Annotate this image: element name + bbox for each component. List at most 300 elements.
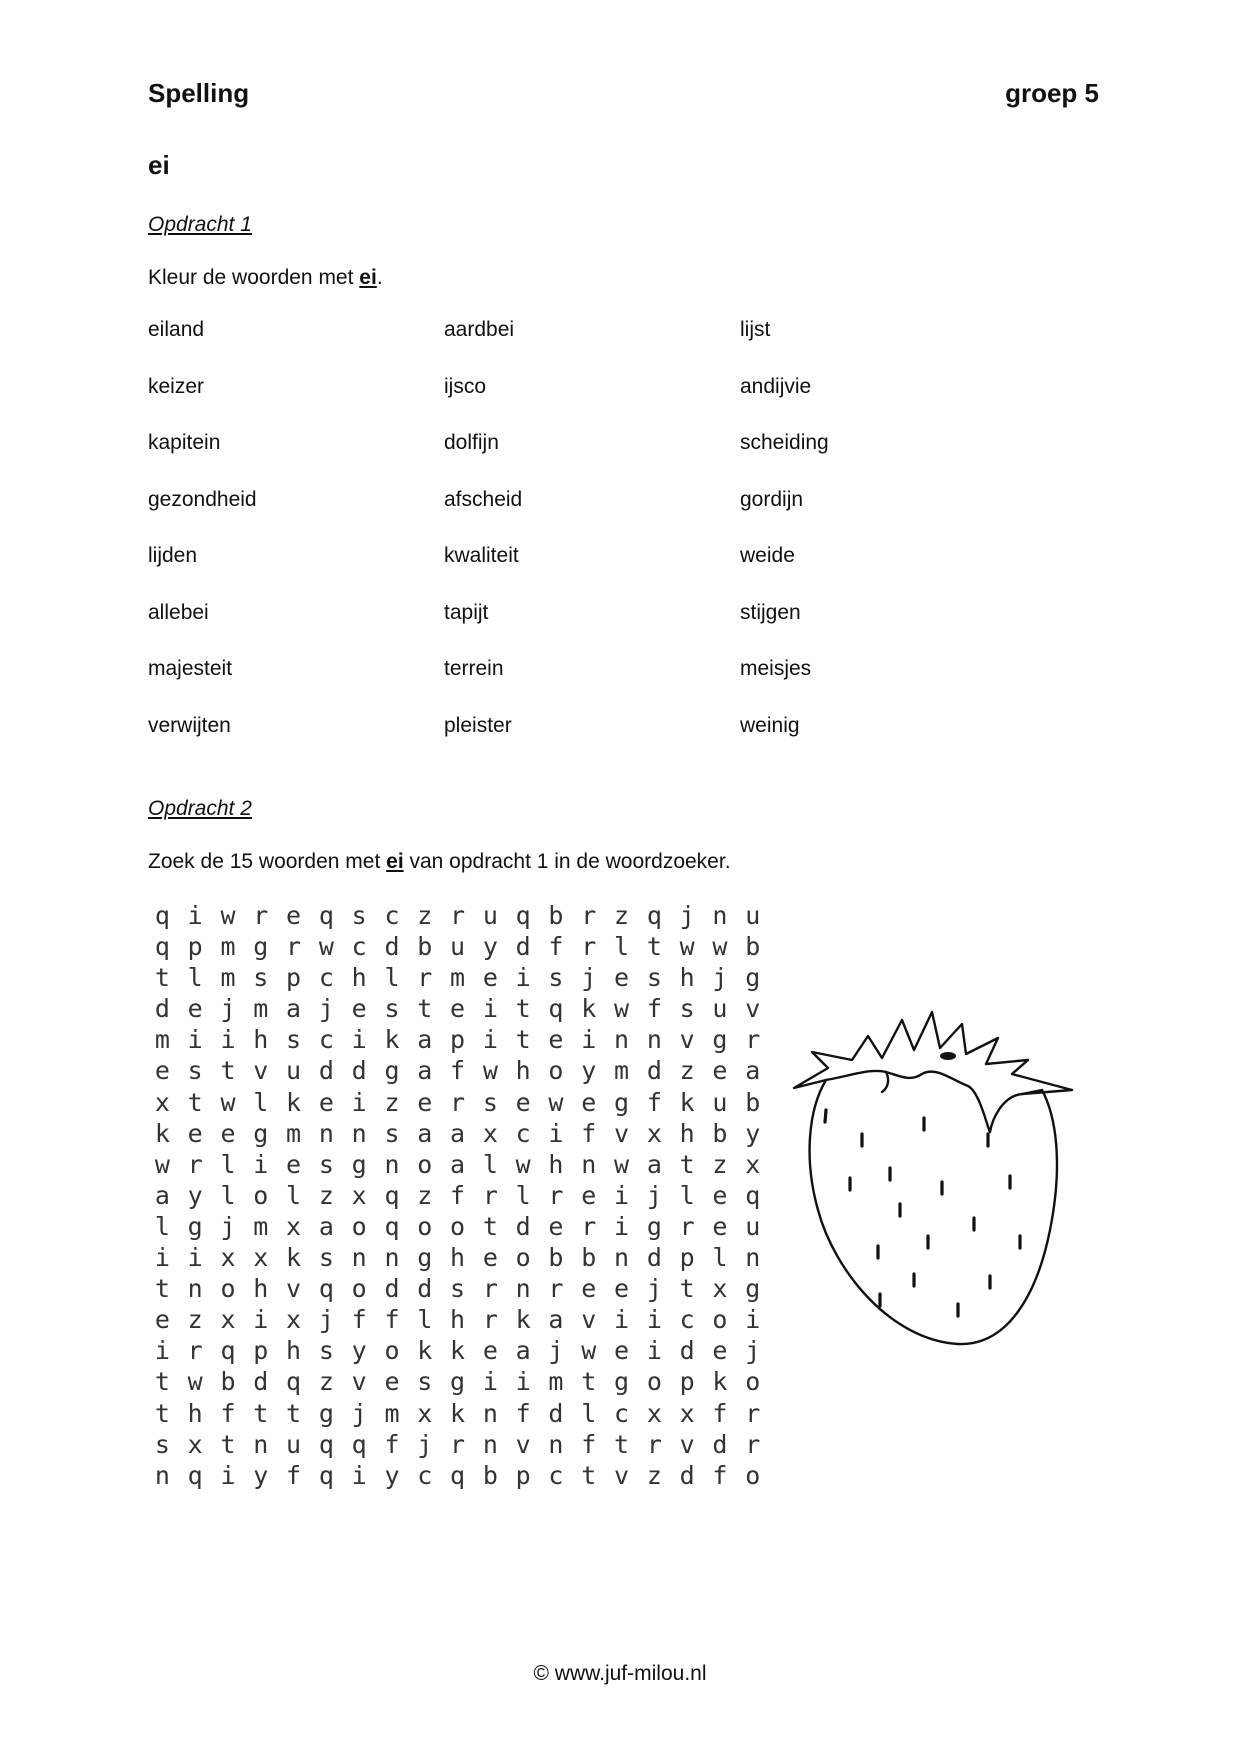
- grid-letter: n: [581, 1149, 597, 1179]
- grid-letter: x: [712, 1274, 728, 1304]
- grid-letter: m: [548, 1367, 564, 1397]
- grid-letter: j: [679, 901, 695, 930]
- grid-letter: y: [581, 1056, 597, 1086]
- grid-letter: i: [351, 1025, 367, 1055]
- grid-letter: z: [187, 1305, 203, 1335]
- grid-letter: m: [154, 1025, 170, 1055]
- grid-letter: w: [679, 932, 695, 962]
- grid-letter: t: [220, 1429, 236, 1459]
- grid-letter: z: [417, 1180, 433, 1210]
- grid-letter: w: [154, 1149, 170, 1179]
- grid-letter: x: [646, 1118, 662, 1148]
- grid-letter: t: [515, 994, 531, 1024]
- grid-letter: o: [417, 1149, 433, 1179]
- grid-letter: z: [318, 1180, 334, 1210]
- grid-letter: d: [384, 932, 400, 962]
- grid-letter: k: [712, 1367, 728, 1397]
- grid-letter: v: [253, 1056, 269, 1086]
- grid-letter: f: [286, 1460, 302, 1490]
- grid-letter: e: [614, 1336, 630, 1366]
- grid-letter: f: [450, 1056, 466, 1086]
- grid-letter: v: [581, 1305, 597, 1335]
- grid-letter: y: [745, 1118, 761, 1148]
- grid-letter: k: [286, 1087, 302, 1117]
- grid-letter: h: [253, 1025, 269, 1055]
- grid-letter: k: [384, 1025, 400, 1055]
- grid-letter: e: [187, 994, 203, 1024]
- grid-letter: o: [745, 1460, 761, 1490]
- grid-letter: n: [384, 1149, 400, 1179]
- grid-letter: r: [646, 1429, 662, 1459]
- grid-letter: c: [318, 963, 334, 993]
- grid-letter: c: [417, 1460, 433, 1490]
- word-item: weide: [740, 544, 795, 567]
- word-search-grid: [146, 900, 769, 1491]
- word-item: lijst: [740, 318, 771, 341]
- grid-letter: d: [712, 1429, 728, 1459]
- word-item: kapitein: [148, 431, 221, 454]
- grid-letter: q: [646, 901, 662, 930]
- grid-letter: z: [417, 901, 433, 930]
- grid-letter: q: [515, 901, 531, 930]
- grid-letter: j: [351, 1398, 367, 1428]
- grid-letter: w: [712, 932, 728, 962]
- assignment1-title: Opdracht 1: [148, 213, 252, 236]
- grid-letter: a: [450, 1149, 466, 1179]
- grade-label: groep 5: [1005, 78, 1099, 108]
- grid-letter: k: [450, 1336, 466, 1366]
- grid-letter: n: [548, 1429, 564, 1459]
- grid-letter: n: [154, 1460, 170, 1490]
- grid-letter: r: [548, 1274, 564, 1304]
- grid-letter: x: [253, 1243, 269, 1273]
- assignment2-title: Opdracht 2: [148, 797, 252, 820]
- grid-letter: p: [450, 1025, 466, 1055]
- grid-letter: w: [515, 1149, 531, 1179]
- grid-letter: k: [679, 1087, 695, 1117]
- grid-letter: u: [745, 901, 761, 930]
- grid-letter: g: [417, 1243, 433, 1273]
- grid-letter: e: [154, 1305, 170, 1335]
- grid-letter: u: [286, 1056, 302, 1086]
- grid-letter: i: [187, 901, 203, 930]
- grid-letter: q: [220, 1336, 236, 1366]
- grid-letter: w: [614, 1149, 630, 1179]
- strawberry-icon: [790, 1010, 1080, 1355]
- grid-letter: a: [450, 1118, 466, 1148]
- grid-letter: e: [286, 901, 302, 930]
- grid-letter: i: [351, 1087, 367, 1117]
- grid-letter: m: [450, 963, 466, 993]
- grid-letter: s: [548, 963, 564, 993]
- grid-letter: e: [614, 963, 630, 993]
- assignment1-instruction: [148, 266, 383, 290]
- grid-letter: j: [318, 1305, 334, 1335]
- grid-letter: e: [515, 1087, 531, 1117]
- grid-letter: i: [253, 1149, 269, 1179]
- grid-letter: k: [154, 1118, 170, 1148]
- word-item: stijgen: [740, 600, 801, 624]
- grid-letter: u: [482, 901, 498, 930]
- word-item: pleister: [444, 713, 512, 737]
- grid-letter: l: [515, 1180, 531, 1210]
- grid-letter: r: [417, 963, 433, 993]
- grid-letter: r: [187, 1149, 203, 1179]
- grid-letter: w: [614, 994, 630, 1024]
- grid-letter: x: [417, 1398, 433, 1428]
- word-item: afscheid: [444, 487, 523, 511]
- grid-letter: r: [450, 1087, 466, 1117]
- grid-letter: f: [351, 1305, 367, 1335]
- grid-letter: i: [154, 1336, 170, 1366]
- grid-letter: a: [417, 1118, 433, 1148]
- grid-letter: n: [646, 1025, 662, 1055]
- grid-letter: p: [187, 932, 203, 962]
- word-item: verwijten: [148, 713, 231, 737]
- grid-letter: u: [450, 932, 466, 962]
- grid-letter: i: [482, 1025, 498, 1055]
- word-item: weinig: [740, 713, 800, 737]
- grid-letter: h: [679, 1118, 695, 1148]
- word-item: terrein: [444, 657, 504, 680]
- grid-letter: s: [384, 994, 400, 1024]
- grid-letter: s: [482, 1087, 498, 1117]
- grid-letter: k: [286, 1243, 302, 1273]
- grid-letter: q: [384, 1180, 400, 1210]
- grid-letter: n: [614, 1243, 630, 1273]
- grid-letter: f: [712, 1398, 728, 1428]
- grid-letter: i: [220, 1025, 236, 1055]
- grid-letter: h: [253, 1274, 269, 1304]
- grid-letter: w: [581, 1336, 597, 1366]
- grid-letter: g: [187, 1211, 203, 1241]
- word-item: lijden: [148, 544, 198, 567]
- grid-letter: t: [154, 1367, 170, 1397]
- grid-letter: m: [384, 1398, 400, 1428]
- grid-letter: g: [745, 1274, 761, 1304]
- grid-letter: l: [187, 963, 203, 993]
- grid-letter: f: [581, 1429, 597, 1459]
- grid-letter: s: [318, 1149, 334, 1179]
- grid-letter: p: [679, 1243, 695, 1273]
- grid-letter: a: [417, 1056, 433, 1086]
- grid-letter: t: [417, 994, 433, 1024]
- grid-letter: g: [450, 1367, 466, 1397]
- grid-letter: b: [220, 1367, 236, 1397]
- grid-letter: z: [384, 1087, 400, 1117]
- grid-letter: t: [614, 1429, 630, 1459]
- grid-letter: l: [154, 1211, 170, 1241]
- grid-letter: g: [745, 963, 761, 993]
- grid-letter: p: [515, 1460, 531, 1490]
- grid-letter: t: [286, 1398, 302, 1428]
- grid-letter: e: [548, 1211, 564, 1241]
- grid-letter: d: [154, 994, 170, 1024]
- grid-letter: c: [548, 1460, 564, 1490]
- grid-letter: z: [679, 1056, 695, 1086]
- grid-letter: t: [154, 1274, 170, 1304]
- grid-letter: d: [417, 1274, 433, 1304]
- grid-letter: a: [515, 1336, 531, 1366]
- grid-letter: r: [548, 1180, 564, 1210]
- grid-letter: z: [614, 901, 630, 930]
- grid-letter: v: [614, 1118, 630, 1148]
- grid-letter: s: [679, 994, 695, 1024]
- grid-letter: a: [417, 1025, 433, 1055]
- grid-letter: r: [745, 1398, 761, 1428]
- grid-letter: b: [745, 932, 761, 962]
- grid-letter: j: [712, 963, 728, 993]
- grid-letter: e: [581, 1180, 597, 1210]
- grid-letter: a: [548, 1305, 564, 1335]
- copyright-footer: © www.juf-milou.nl: [533, 1662, 707, 1685]
- grid-letter: s: [318, 1336, 334, 1366]
- grid-letter: m: [220, 963, 236, 993]
- grid-letter: f: [712, 1460, 728, 1490]
- grid-letter: l: [253, 1087, 269, 1117]
- grid-letter: l: [581, 1398, 597, 1428]
- grid-letter: f: [548, 932, 564, 962]
- grid-letter: x: [351, 1180, 367, 1210]
- grid-letter: k: [515, 1305, 531, 1335]
- grid-letter: q: [450, 1460, 466, 1490]
- grid-letter: h: [679, 963, 695, 993]
- grid-letter: i: [220, 1460, 236, 1490]
- grid-letter: q: [286, 1367, 302, 1397]
- grid-letter: r: [482, 1274, 498, 1304]
- grid-letter: b: [581, 1243, 597, 1273]
- grid-letter: n: [482, 1429, 498, 1459]
- grid-letter: w: [482, 1056, 498, 1086]
- word-item: tapijt: [444, 600, 489, 624]
- grid-letter: i: [482, 1367, 498, 1397]
- grid-letter: m: [253, 994, 269, 1024]
- grid-letter: s: [384, 1118, 400, 1148]
- grid-letter: f: [515, 1398, 531, 1428]
- instruction-text: .: [376, 266, 383, 289]
- word-list: [148, 315, 1048, 767]
- grid-letter: a: [745, 1056, 761, 1086]
- grid-letter: l: [679, 1180, 695, 1210]
- grid-letter: p: [253, 1336, 269, 1366]
- grid-letter: w: [318, 932, 334, 962]
- grid-letter: t: [581, 1460, 597, 1490]
- grid-letter: t: [581, 1367, 597, 1397]
- word-item: kwaliteit: [444, 544, 519, 567]
- grid-letter: x: [286, 1211, 302, 1241]
- grid-letter: q: [154, 901, 170, 930]
- grid-letter: i: [646, 1336, 662, 1366]
- grid-letter: x: [154, 1087, 170, 1117]
- grid-letter: t: [154, 963, 170, 993]
- grid-letter: u: [712, 1087, 728, 1117]
- grid-letter: a: [286, 994, 302, 1024]
- grid-letter: i: [614, 1180, 630, 1210]
- grid-letter: f: [384, 1429, 400, 1459]
- grid-letter: o: [384, 1336, 400, 1366]
- grid-letter: u: [286, 1429, 302, 1459]
- grid-letter: h: [450, 1243, 466, 1273]
- grid-letter: v: [679, 1025, 695, 1055]
- grid-letter: o: [745, 1367, 761, 1397]
- grid-letter: e: [712, 1211, 728, 1241]
- grid-letter: q: [384, 1211, 400, 1241]
- grid-letter: i: [482, 994, 498, 1024]
- grid-letter: b: [482, 1460, 498, 1490]
- grid-letter: i: [187, 1025, 203, 1055]
- grid-letter: n: [351, 1243, 367, 1273]
- grid-letter: i: [351, 1460, 367, 1490]
- grid-letter: i: [187, 1243, 203, 1273]
- instruction-emphasis: ei: [359, 266, 377, 289]
- grid-letter: n: [614, 1025, 630, 1055]
- grid-letter: x: [220, 1305, 236, 1335]
- grid-letter: y: [351, 1336, 367, 1366]
- grid-letter: n: [515, 1274, 531, 1304]
- instruction-emphasis: ei: [386, 850, 404, 873]
- grid-letter: g: [384, 1056, 400, 1086]
- grid-letter: t: [679, 1274, 695, 1304]
- grid-letter: f: [384, 1305, 400, 1335]
- grid-letter: q: [548, 994, 564, 1024]
- grid-letter: p: [286, 963, 302, 993]
- grid-letter: t: [679, 1149, 695, 1179]
- grid-letter: e: [482, 1336, 498, 1366]
- grid-letter: l: [417, 1305, 433, 1335]
- grid-letter: n: [384, 1243, 400, 1273]
- grid-letter: s: [417, 1367, 433, 1397]
- grid-letter: q: [745, 1180, 761, 1210]
- grid-letter: r: [450, 1429, 466, 1459]
- grid-letter: d: [515, 932, 531, 962]
- grid-letter: q: [318, 1460, 334, 1490]
- grid-letter: d: [384, 1274, 400, 1304]
- grid-letter: d: [646, 1243, 662, 1273]
- grid-letter: f: [450, 1180, 466, 1210]
- grid-letter: s: [253, 963, 269, 993]
- grid-letter: j: [318, 994, 334, 1024]
- grid-letter: v: [745, 994, 761, 1024]
- grid-letter: q: [318, 1274, 334, 1304]
- grid-letter: t: [253, 1398, 269, 1428]
- grid-letter: e: [351, 994, 367, 1024]
- grid-letter: e: [581, 1087, 597, 1117]
- grid-letter: e: [417, 1087, 433, 1117]
- grid-letter: r: [679, 1211, 695, 1241]
- grid-letter: e: [548, 1025, 564, 1055]
- grid-letter: f: [646, 1087, 662, 1117]
- grid-letter: q: [318, 901, 334, 930]
- grid-letter: e: [712, 1056, 728, 1086]
- grid-letter: k: [450, 1398, 466, 1428]
- grid-letter: r: [482, 1180, 498, 1210]
- grid-letter: o: [515, 1243, 531, 1273]
- grid-letter: v: [614, 1460, 630, 1490]
- grid-letter: o: [712, 1305, 728, 1335]
- grid-letter: e: [187, 1118, 203, 1148]
- grid-letter: o: [417, 1211, 433, 1241]
- grid-letter: t: [220, 1056, 236, 1086]
- grid-letter: g: [318, 1398, 334, 1428]
- grid-letter: i: [253, 1305, 269, 1335]
- grid-letter: d: [515, 1211, 531, 1241]
- grid-letter: m: [614, 1056, 630, 1086]
- grid-letter: d: [679, 1336, 695, 1366]
- grid-letter: n: [712, 901, 728, 930]
- grid-letter: a: [318, 1211, 334, 1241]
- grid-letter: l: [286, 1180, 302, 1210]
- grid-letter: b: [745, 1087, 761, 1117]
- word-item: dolfijn: [444, 431, 499, 454]
- grid-letter: c: [614, 1398, 630, 1428]
- grid-letter: h: [548, 1149, 564, 1179]
- grid-letter: v: [351, 1367, 367, 1397]
- grid-letter: r: [745, 1025, 761, 1055]
- grid-letter: d: [253, 1367, 269, 1397]
- grid-letter: i: [745, 1305, 761, 1335]
- grid-letter: u: [745, 1211, 761, 1241]
- grid-letter: l: [614, 932, 630, 962]
- grid-letter: f: [220, 1398, 236, 1428]
- grid-letter: e: [482, 1243, 498, 1273]
- grid-letter: i: [614, 1305, 630, 1335]
- grid-letter: j: [417, 1429, 433, 1459]
- grid-letter: c: [384, 901, 400, 930]
- grid-letter: b: [548, 1243, 564, 1273]
- grid-letter: i: [515, 963, 531, 993]
- grid-letter: x: [220, 1243, 236, 1273]
- grid-letter: n: [187, 1274, 203, 1304]
- word-item: scheiding: [740, 431, 829, 454]
- grid-letter: g: [351, 1149, 367, 1179]
- grid-letter: l: [220, 1180, 236, 1210]
- word-item: meisjes: [740, 657, 812, 680]
- grid-letter: m: [220, 932, 236, 962]
- grid-letter: i: [515, 1367, 531, 1397]
- grid-letter: k: [417, 1336, 433, 1366]
- grid-letter: a: [646, 1149, 662, 1179]
- grid-letter: i: [548, 1118, 564, 1148]
- grid-letter: x: [482, 1118, 498, 1148]
- grid-letter: w: [220, 1087, 236, 1117]
- word-item: allebei: [148, 600, 209, 624]
- word-item: ijsco: [444, 374, 487, 398]
- instruction-text: Zoek de 15 woorden met: [148, 850, 387, 873]
- grid-letter: x: [187, 1429, 203, 1459]
- grid-letter: r: [745, 1429, 761, 1459]
- grid-letter: x: [745, 1149, 761, 1179]
- grid-letter: y: [384, 1460, 400, 1490]
- grid-letter: n: [745, 1243, 761, 1273]
- grid-letter: j: [548, 1336, 564, 1366]
- grid-letter: s: [351, 901, 367, 930]
- grid-letter: r: [581, 901, 597, 930]
- grid-letter: r: [482, 1305, 498, 1335]
- grid-letter: j: [646, 1180, 662, 1210]
- grid-letter: j: [745, 1336, 761, 1366]
- grid-letter: b: [548, 901, 564, 930]
- grid-letter: s: [187, 1056, 203, 1086]
- grid-letter: r: [581, 932, 597, 962]
- grid-letter: n: [318, 1118, 334, 1148]
- grid-letter: d: [351, 1056, 367, 1086]
- grid-letter: y: [482, 932, 498, 962]
- grid-letter: h: [187, 1398, 203, 1428]
- grid-letter: e: [154, 1056, 170, 1086]
- grid-letter: i: [614, 1211, 630, 1241]
- grid-letter: y: [253, 1460, 269, 1490]
- grid-letter: r: [253, 901, 269, 930]
